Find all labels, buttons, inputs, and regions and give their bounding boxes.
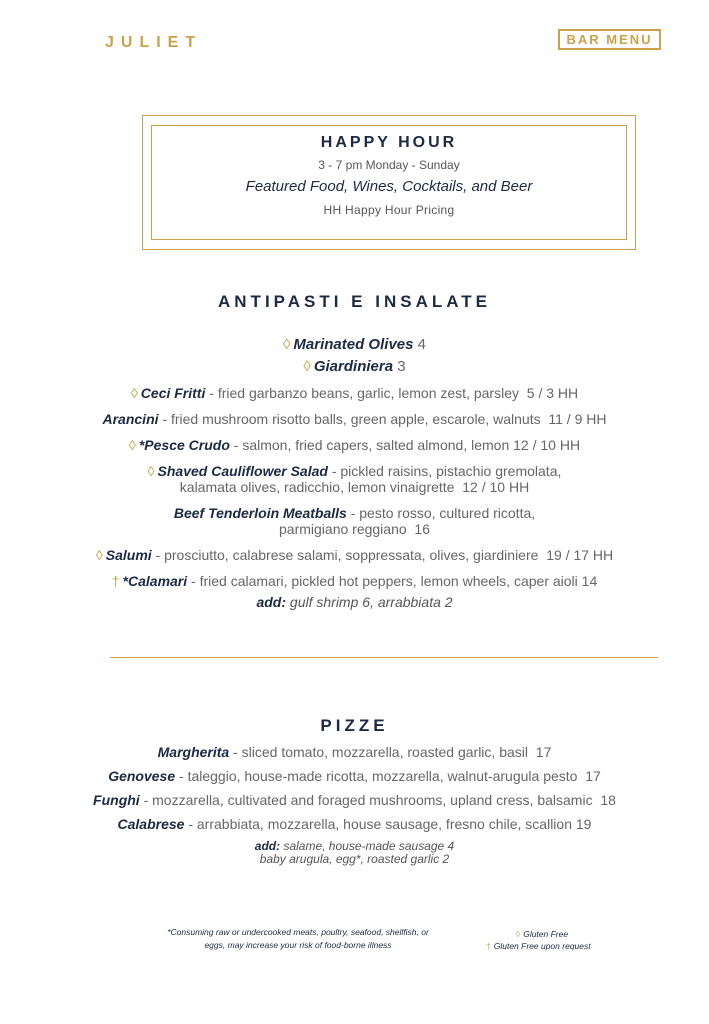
item-name: *Pesce Crudo bbox=[138, 437, 230, 453]
item-name: Giardiniera bbox=[313, 358, 394, 375]
menu-item-cauliflower bbox=[0, 463, 709, 479]
item-desc: - pesto rosso, cultured ricotta, bbox=[346, 505, 536, 521]
brand-logo: JULIET bbox=[105, 34, 203, 51]
item-name: Arancini bbox=[102, 411, 159, 427]
gluten-free-icon: ◊ bbox=[516, 929, 521, 939]
gluten-free-icon: ◊ bbox=[303, 358, 311, 375]
item-price: 3 bbox=[397, 358, 406, 375]
gluten-free-request-icon: † bbox=[111, 573, 120, 589]
dietary-legend bbox=[486, 928, 626, 952]
pizze-list bbox=[0, 744, 709, 866]
menu-item-ceci bbox=[0, 385, 709, 411]
item-desc: - pickled raisins, pistachio gremolata, bbox=[327, 463, 562, 479]
happy-hour-title: HAPPY HOUR bbox=[320, 134, 458, 151]
legend-gluten-free bbox=[486, 928, 626, 940]
menu-item-giardiniera bbox=[0, 359, 709, 385]
item-price: 19 bbox=[575, 816, 592, 832]
item-price: 14 bbox=[581, 573, 598, 589]
item-desc-continued: kalamata olives, radicchio, lemon vinaigrette bbox=[179, 479, 455, 495]
item-name: Funghi bbox=[93, 792, 140, 808]
antipasti-list bbox=[0, 337, 709, 612]
item-desc: - fried calamari, pickled hot peppers, lemon wheels, caper aioli bbox=[187, 573, 578, 589]
gluten-free-icon: ◊ bbox=[147, 463, 155, 479]
menu-item-olives bbox=[0, 337, 709, 359]
gluten-free-icon: ◊ bbox=[128, 437, 136, 453]
pizza-genovese bbox=[0, 768, 709, 792]
item-name: Shaved Cauliflower Salad bbox=[157, 463, 328, 479]
calamari-add-ons bbox=[0, 594, 709, 612]
menu-item-pesce-crudo bbox=[0, 437, 709, 463]
item-price: 18 bbox=[600, 792, 616, 808]
raw-food-disclaimer bbox=[132, 926, 464, 952]
item-desc: - taleggio, house-made ricotta, mozzarella, walnut-arugula pesto bbox=[175, 768, 578, 784]
item-desc: - prosciutto, calabrese salami, soppressata, olives, giardiniere bbox=[151, 547, 539, 563]
item-name: Beef Tenderloin Meatballs bbox=[173, 505, 347, 521]
legend-label: Gluten Free bbox=[523, 929, 569, 939]
happy-hour-inner bbox=[151, 125, 627, 240]
item-price: 19 / 17 HH bbox=[546, 547, 614, 563]
antipasti-title: ANTIPASTI E INSALATE bbox=[218, 292, 491, 311]
gluten-free-request-icon: † bbox=[486, 941, 491, 951]
item-desc: - salmon, fried capers, salted almond, lemon bbox=[229, 437, 510, 453]
item-price: 11 / 9 HH bbox=[548, 411, 607, 427]
add-options: gulf shrimp 6, arrabbiata 2 bbox=[289, 594, 453, 610]
disclaimer-line: *Consuming raw or undercooked meats, poultry, seafood, shellfish, or bbox=[167, 927, 429, 937]
item-price: 16 bbox=[414, 521, 430, 537]
item-name: Genovese bbox=[108, 768, 176, 784]
add-options: salame, house-made sausage 4 bbox=[283, 839, 455, 853]
item-desc: - sliced tomato, mozzarella, roasted garlic, basil bbox=[229, 744, 528, 760]
gluten-free-icon: ◊ bbox=[283, 336, 291, 353]
item-name: Margherita bbox=[157, 744, 230, 760]
item-name: Marinated Olives bbox=[293, 336, 414, 353]
item-price: 12 / 10 HH bbox=[513, 437, 581, 453]
item-name: Ceci Fritti bbox=[140, 385, 206, 401]
gluten-free-icon: ◊ bbox=[95, 547, 103, 563]
add-label: add: bbox=[256, 594, 287, 610]
pizza-calabrese bbox=[0, 816, 709, 840]
add-label: add: bbox=[254, 839, 281, 853]
legend-label: Gluten Free upon request bbox=[493, 941, 591, 951]
menu-item-meatballs-line2 bbox=[0, 521, 709, 547]
menu-item-salumi bbox=[0, 547, 709, 573]
legend-gluten-free-request bbox=[486, 940, 626, 952]
bar-menu-label[interactable]: BAR MENU bbox=[558, 29, 661, 50]
item-price: 12 / 10 HH bbox=[462, 479, 530, 495]
menu-item-calamari bbox=[0, 573, 709, 594]
item-price: 4 bbox=[417, 336, 426, 353]
add-options: baby arugula, egg*, roasted garlic 2 bbox=[259, 852, 450, 866]
item-price: 17 bbox=[535, 744, 552, 760]
gluten-free-icon: ◊ bbox=[130, 385, 138, 401]
item-price: 17 bbox=[585, 768, 601, 784]
pizza-funghi bbox=[0, 792, 709, 816]
item-desc: - arrabbiata, mozzarella, house sausage, fresno chile, scallion bbox=[184, 816, 572, 832]
menu-item-meatballs bbox=[0, 505, 709, 521]
pizze-add-ons-line2 bbox=[0, 853, 709, 866]
menu-item-cauliflower-line2 bbox=[0, 479, 709, 505]
pizza-margherita bbox=[0, 744, 709, 768]
item-desc: - fried mushroom risotto balls, green apple, escarole, walnuts bbox=[158, 411, 541, 427]
happy-hour-featured: Featured Food, Wines, Cocktails, and Beer bbox=[245, 178, 533, 195]
item-desc: - mozzarella, cultivated and foraged mushrooms, upland cress, balsamic bbox=[139, 792, 593, 808]
disclaimer-line: eggs, may increase your risk of food-borne illness bbox=[204, 940, 392, 950]
happy-hour-legend: HH Happy Hour Pricing bbox=[323, 203, 455, 217]
menu-item-arancini bbox=[0, 411, 709, 437]
pizze-title: PIZZE bbox=[320, 716, 389, 735]
item-name: Salumi bbox=[105, 547, 152, 563]
item-price: 5 / 3 HH bbox=[526, 385, 579, 401]
item-desc: - fried garbanzo beans, garlic, lemon zest, parsley bbox=[205, 385, 519, 401]
happy-hour-box bbox=[142, 115, 636, 250]
happy-hour-time: 3 - 7 pm Monday - Sunday bbox=[318, 158, 460, 172]
item-name: *Calamari bbox=[122, 573, 188, 589]
section-divider bbox=[110, 657, 658, 658]
item-name: Calabrese bbox=[117, 816, 185, 832]
item-desc-continued: parmigiano reggiano bbox=[279, 521, 407, 537]
